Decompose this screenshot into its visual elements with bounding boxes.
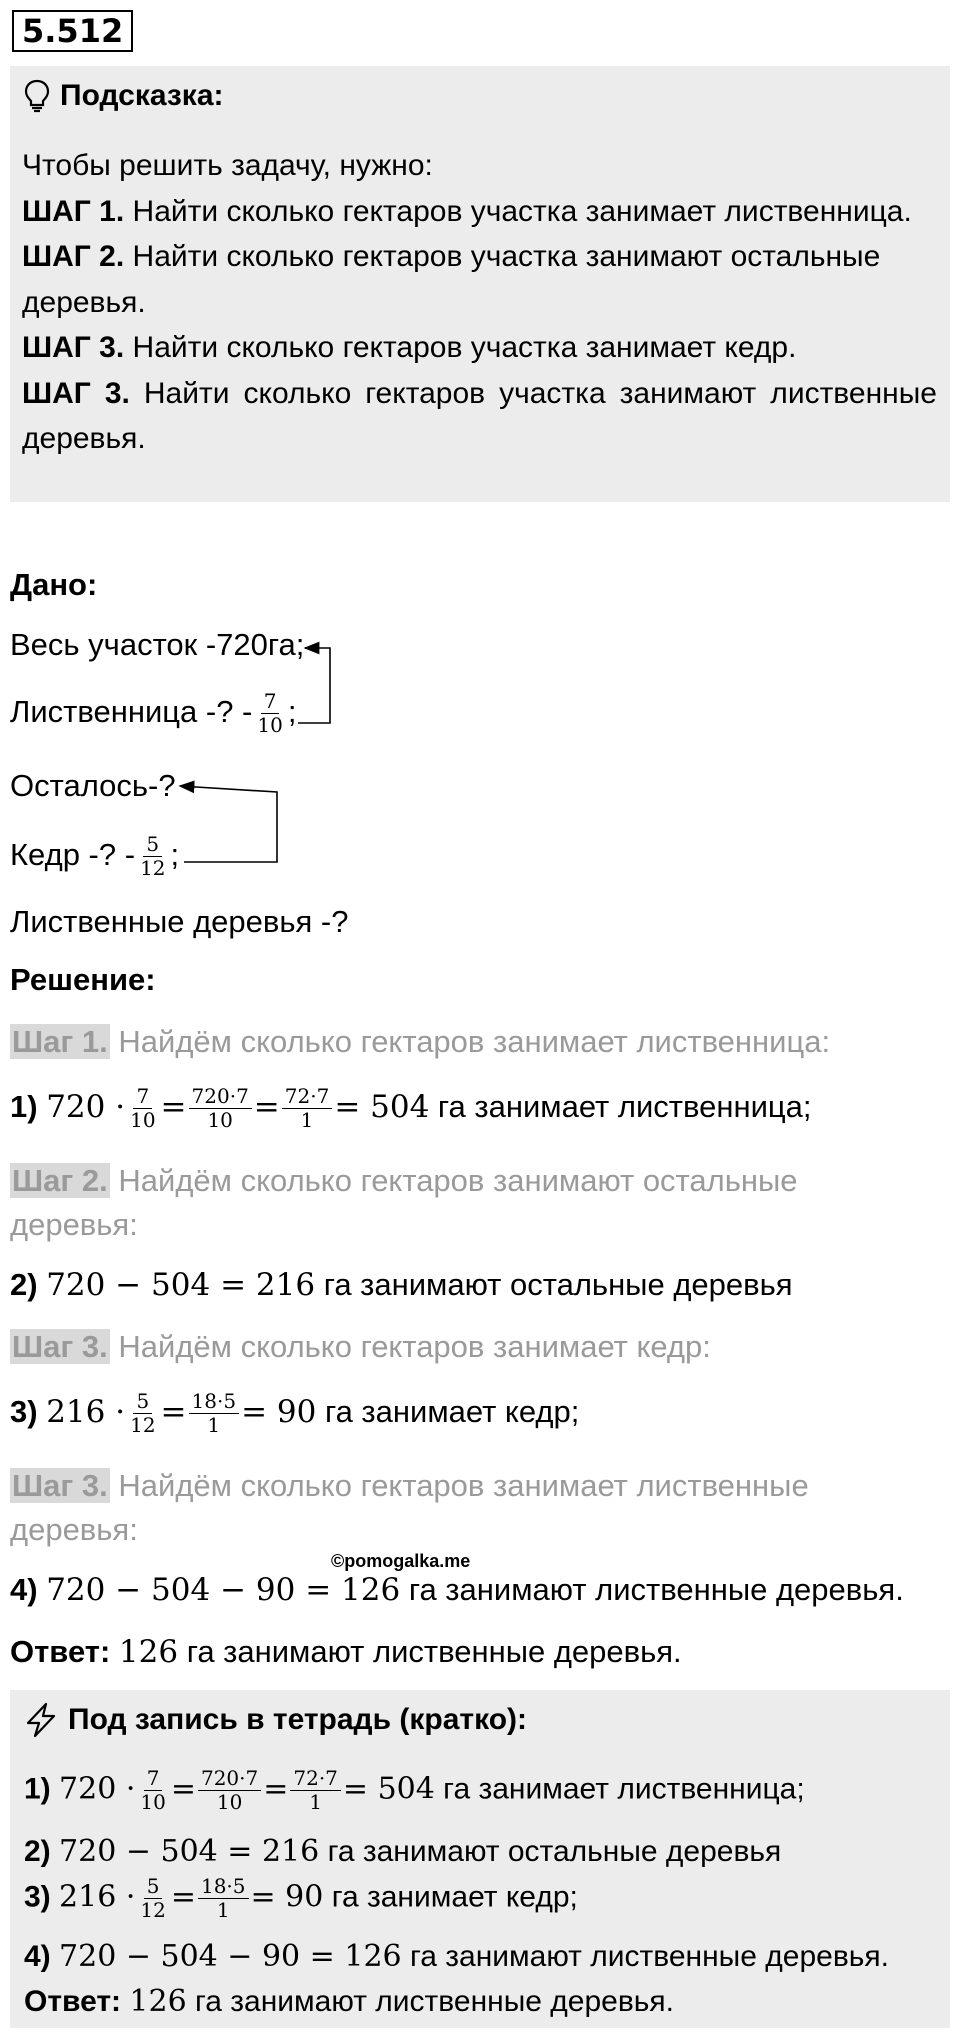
notebook-title: Под запись в тетрадь (кратко): [68,1703,528,1736]
watermark: ©pomogalka.me [331,1551,471,1571]
cedar-fraction: $\frac{5}{12}$ [140,832,166,881]
solution-step-3: Шаг 3. Найдём сколько гектаров занимает кедр: [12,1329,711,1364]
arrow-larch-to-total [298,648,330,723]
equation-3: 3) 216 · $\frac{5}{12}$ = $\frac{18\cdot 5}{1}$ = 90 га занимает кедр; [10,1389,580,1438]
hint-step-2: ШАГ 2. Найти сколько гектаров участка занимают остальные деревья. [22,240,881,319]
given-line-larch: Лиственница -? - $\frac{7}{10}$ ; [10,689,297,738]
notebook-answer: Ответ: 126 га занимают лиственные деревья. [24,1984,674,2019]
hint-intro: Чтобы решить задачу, нужно: [22,149,433,182]
equation-4: 4) 720 − 504 − 90 = 126 га занимают лиственные деревья. [10,1572,904,1608]
equation-1: 1) 720 · $\frac{7}{10}$ = $\frac{720\cdot 7}{10}$ = $\frac{72\cdot 7}{1}$ = 504 га занимает лиственница; [10,1084,812,1133]
equation-2: 2) 720 − 504 = 216 га занимают остальные деревья [10,1267,793,1303]
notebook-equation-1: 1) 720 · $\frac{7}{10}$ = $\frac{720\cdot 7}{10}$ = $\frac{72\cdot 7}{1}$ = 504 га занимает лиственница; [24,1766,805,1814]
solution-step-2: Шаг 2. Найдём сколько гектаров занимают остальные [12,1163,798,1198]
notebook-box [10,1690,950,2028]
notebook-equation-4: 4) 720 − 504 − 90 = 126 га занимают лиственные деревья. [24,1939,889,1974]
answer: Ответ: 126 га занимают лиственные деревья. [10,1634,682,1670]
solution-step-4: Шаг 3. Найдём сколько гектаров занимает лиственные [12,1468,809,1503]
given-line-cedar: Кедр -? - $\frac{5}{12}$ ; [10,832,180,881]
hint-step-3: ШАГ 3. Найти сколько гектаров участка занимает кедр. [22,331,797,364]
notebook-equation-3: 3) 216 · $\frac{5}{12}$ = $\frac{18\cdot 5}{1}$ = 90 га занимает кедр; [24,1874,578,1922]
arrow-cedar-to-rest [180,786,277,862]
solution-step-4-cont: деревья: [10,1512,138,1547]
given-title: Дано: [10,567,98,602]
given-line-total: Весь участок -720га; [10,627,305,662]
solution-step-1: Шаг 1. Найдём сколько гектаров занимает лиственница: [12,1024,831,1059]
given-arrows [0,0,960,900]
hint-step-4: ШАГ 3. Найти сколько гектаров участка занимают лиственные деревья. [22,376,937,455]
given-line-rest: Осталось-? [10,768,176,803]
lightning-icon [24,1702,58,1738]
hint-step-1: ШАГ 1. Найти сколько гектаров участка занимает лиственница. [22,194,912,228]
hint-title: Подсказка: [60,79,224,112]
given-line-deciduous: Лиственные деревья -? [10,904,349,939]
larch-fraction: $\frac{7}{10}$ [257,689,283,738]
notebook-header [24,1698,527,1742]
notebook-equation-2: 2) 720 − 504 = 216 га занимают остальные деревья [24,1834,782,1869]
task-number: 5.512 [12,10,133,52]
solution-title: Решение: [10,962,156,997]
solution-step-2-cont: деревья: [10,1207,138,1242]
